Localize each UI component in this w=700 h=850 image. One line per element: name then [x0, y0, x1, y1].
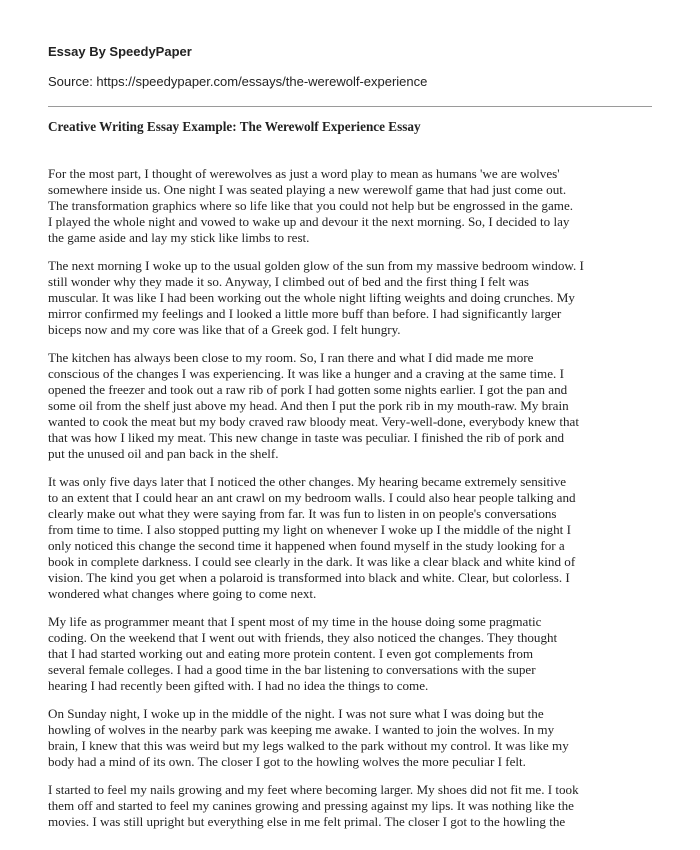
paragraph-line: The next morning I woke up to the usual golden glow of the sun from my massive bedroom window. I: [48, 258, 584, 273]
paragraph-line: I played the whole night and vowed to wake up and devour it the next morning. So, I decided to lay: [48, 214, 570, 229]
paragraph-line: wanted to cook the meat but my body craved raw bloody meat. Very-well-done, everybody knew that: [48, 414, 579, 429]
paragraph-line: The transformation graphics where so life like that you could not help but be engrossed in the game.: [48, 198, 574, 213]
paragraph-line: them off and started to feel my canines growing and pressing against my lips. It was nothing like the: [48, 798, 574, 813]
paragraph-line: the game aside and lay my stick like limbs to rest.: [48, 230, 310, 245]
paragraph-line: It was only five days later that I noticed the other changes. My hearing became extremely sensitive: [48, 474, 567, 489]
paragraph-line: brain, I knew that this was weird but my legs walked to the park without my control. It was like my: [48, 738, 569, 753]
paragraph-line: My life as programmer meant that I spent most of my time in the house doing some pragmatic: [48, 614, 542, 629]
paragraph-line: howling of wolves in the nearby park was keeping me awake. I wanted to join the wolves. In my: [48, 722, 555, 737]
paragraph-line: still wonder why they made it so. Anyway, I climbed out of bed and the first thing I felt was: [48, 274, 529, 289]
paragraph-line: The kitchen has always been close to my room. So, I ran there and what I did made me more: [48, 350, 534, 365]
essay-paragraph: [48, 258, 652, 338]
paragraph-line: put the unused oil and pan back in the shelf.: [48, 446, 279, 461]
paragraph-line: mirror confirmed my feelings and I looked a little more buff than before. I had significantly larger: [48, 306, 562, 321]
paragraph-line: somewhere inside us. One night I was seated playing a new werewolf game that had just come out.: [48, 182, 567, 197]
paragraph-line: opened the freezer and took out a raw rib of pork I had gotten some nights earlier. I got the pan and: [48, 382, 568, 397]
paragraph-line: For the most part, I thought of werewolves as just a word play to mean as humans 'we are wolves': [48, 166, 560, 181]
paragraph-line: only noticed this change the second time it happened when found myself in the study looking for a: [48, 538, 565, 553]
paragraph-line: hearing I had recently been gifted with. I had no idea the things to come.: [48, 678, 429, 693]
essay-paragraph: [48, 782, 652, 830]
source-label: Source:: [48, 74, 97, 89]
header-divider: [48, 106, 652, 107]
paragraph-line: from time to time. I also stopped putting my light on whenever I woke up I the middle of the night I: [48, 522, 571, 537]
source-url: https://speedypaper.com/essays/the-werewolf-experience: [96, 74, 428, 89]
essay-paragraph: [48, 166, 652, 246]
paragraph-line: several female colleges. I had a good time in the bar listening to conversations with the super: [48, 662, 536, 677]
paragraph-line: wondered what changes where going to come next.: [48, 586, 317, 601]
paragraph-line: to an extent that I could hear an ant crawl on my bedroom walls. I could also hear people talking and: [48, 490, 576, 505]
essay-title: Creative Writing Essay Example: The Werewolf Experience Essay: [48, 119, 421, 134]
paragraph-line: vision. The kind you get when a polaroid is transformed into black and white. Clear, but colorless. I: [48, 570, 570, 585]
essay-paragraph: [48, 474, 652, 602]
essay-paragraph: [48, 706, 652, 770]
paragraph-line: I started to feel my nails growing and my feet where becoming larger. My shoes did not fit me. I took: [48, 782, 579, 797]
essay-paragraph: [48, 350, 652, 462]
paragraph-line: biceps now and my core was like that of a Greek god. I felt hungry.: [48, 322, 401, 337]
paragraph-line: coding. On the weekend that I went out with friends, they also noticed the changes. They thought: [48, 630, 558, 645]
paragraph-line: body had a mind of its own. The closer I got to the howling wolves the more peculiar I felt.: [48, 754, 526, 769]
essay-paragraph: [48, 614, 652, 694]
paragraph-line: that I had started working out and eating more protein content. I even got complements from: [48, 646, 534, 661]
essay-body: [48, 166, 652, 842]
paragraph-line: clearly make out what they were saying from far. It was fun to listen in on people's conversations: [48, 506, 557, 521]
paragraph-line: muscular. It was like I had been working out the whole night lifting weights and doing crunches. My: [48, 290, 575, 305]
paragraph-line: that was how I liked my meat. This new change in taste was peculiar. I finished the rib of pork and: [48, 430, 565, 445]
paragraph-line: conscious of the changes I was experiencing. It was like a hunger and a craving at the same time. I: [48, 366, 564, 381]
paragraph-line: book in complete darkness. I could see clearly in the dark. It was like a clear black and white kind of: [48, 554, 576, 569]
paragraph-line: some oil from the shelf just above my head. And then I put the pork rib in my mouth-raw. My brain: [48, 398, 569, 413]
source-line: [48, 74, 427, 89]
paragraph-line: On Sunday night, I woke up in the middle of the night. I was not sure what I was doing but the: [48, 706, 544, 721]
paragraph-line: movies. I was still upright but everything else in me felt primal. The closer I got to the howling the: [48, 814, 566, 829]
page-header-title: Essay By SpeedyPaper: [48, 44, 192, 59]
